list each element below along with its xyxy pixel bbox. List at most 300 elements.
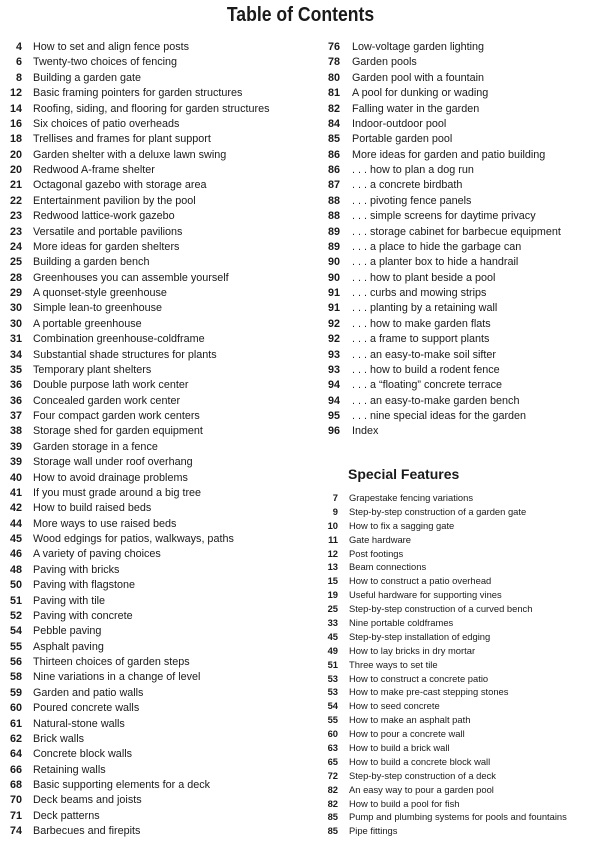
entry-title: Asphalt paving <box>33 640 104 653</box>
toc-entry <box>0 117 320 132</box>
toc-entry <box>0 424 320 439</box>
entry-title: How to construct a patio overhead <box>349 575 492 587</box>
entry-title: Beam connections <box>349 561 427 573</box>
page-number: 82 <box>327 783 338 795</box>
toc-entry <box>320 102 601 117</box>
entry-title: . . . nine special ideas for the garden <box>352 410 527 422</box>
page-number: 12 <box>327 547 338 559</box>
toc-entry <box>0 378 320 393</box>
entry-title: Step-by-step installation of edging <box>349 630 491 642</box>
entry-title: How to set and align fence posts <box>33 41 190 53</box>
entry-title: Garden shelter with a deluxe lawn swing <box>33 148 227 161</box>
page-number: 85 <box>327 133 340 146</box>
toc-entry <box>0 809 320 824</box>
toc-entry <box>0 824 320 839</box>
page-number: 30 <box>9 317 22 330</box>
page-number: 16 <box>9 117 22 130</box>
toc-entry <box>320 225 601 240</box>
page-number: 88 <box>327 194 340 207</box>
page-number: 25 <box>327 603 338 615</box>
entry-title: Step-by-step construction of a curved bench <box>349 603 533 615</box>
page-number: 28 <box>9 271 22 284</box>
page-title: Table of Contents <box>226 4 375 26</box>
entry-title: . . . a “floating” concrete terrace <box>352 379 503 392</box>
entry-title: . . . simple screens for daytime privacy <box>352 210 536 223</box>
page-number: 49 <box>327 644 338 656</box>
toc-entry <box>0 594 320 609</box>
toc-entry <box>320 178 601 193</box>
page-number: 94 <box>327 379 340 392</box>
entry-title: . . . an easy-to-make garden bench <box>352 394 520 407</box>
page-number: 39 <box>9 440 22 453</box>
page-number: 14 <box>9 102 22 115</box>
page-number: 15 <box>327 575 338 587</box>
page-number: 70 <box>9 794 22 807</box>
page-number: 58 <box>9 671 22 684</box>
entry-title: How to build a concrete block wall <box>349 755 491 767</box>
page-number: 39 <box>9 456 22 469</box>
page-number: 36 <box>9 379 22 392</box>
entry-title: Thirteen choices of garden steps <box>33 656 190 668</box>
entry-title: Storage wall under roof overhang <box>33 456 193 469</box>
toc-entry <box>320 40 601 55</box>
page-number: 56 <box>9 656 22 668</box>
toc-entry <box>0 348 320 363</box>
toc-entry <box>0 317 320 332</box>
toc-entry <box>320 255 601 270</box>
page-number: 13 <box>327 561 338 573</box>
entry-title: . . . how to plant beside a pool <box>352 271 496 284</box>
page-number: 51 <box>327 658 338 670</box>
entry-title: . . . storage cabinet for barbecue equipment <box>352 225 561 238</box>
page-number: 87 <box>327 179 340 192</box>
entry-title: Building a garden bench <box>33 256 150 269</box>
toc-entry <box>0 286 320 301</box>
toc-entry <box>0 640 320 655</box>
page-number: 64 <box>9 748 22 761</box>
toc-entry <box>320 163 601 178</box>
special-feature-entry <box>320 616 601 630</box>
contents-right-column <box>320 40 601 440</box>
page-number: 46 <box>9 548 22 561</box>
entry-title: Portable garden pool <box>352 133 453 146</box>
entry-title: A variety of paving choices <box>33 548 161 561</box>
entry-title: Deck beams and joists <box>33 794 142 807</box>
page-number: 53 <box>327 686 338 698</box>
page-number: 20 <box>9 148 22 161</box>
entry-title: More ways to use raised beds <box>33 517 177 530</box>
page-number: 19 <box>327 589 338 601</box>
toc-entry <box>320 424 601 439</box>
toc-entry <box>0 624 320 639</box>
page-number: 96 <box>327 425 340 438</box>
toc-entry <box>320 394 601 409</box>
page-number: 72 <box>327 769 338 781</box>
page-number: 89 <box>327 225 340 238</box>
entry-title: Step-by-step construction of a garden gate <box>349 505 527 517</box>
special-feature-entry <box>320 727 601 741</box>
entry-title: . . . how to plan a dog run <box>352 164 474 176</box>
special-feature-entry <box>320 588 601 602</box>
toc-entry <box>0 71 320 86</box>
contents-left-column <box>0 40 320 840</box>
special-feature-entry <box>320 574 601 588</box>
toc-entry <box>320 71 601 86</box>
page-number: 23 <box>9 210 22 223</box>
entry-title: Four compact garden work centers <box>33 410 200 422</box>
entry-title: How to seed concrete <box>349 700 440 712</box>
entry-title: Low-voltage garden lighting <box>352 41 485 53</box>
page-number: 38 <box>9 425 22 438</box>
entry-title: How to construct a concrete patio <box>349 672 489 684</box>
entry-title: . . . how to build a rodent fence <box>352 363 500 376</box>
page-number: 60 <box>327 728 338 740</box>
page-number: 29 <box>9 287 22 299</box>
page-number: 37 <box>9 410 22 422</box>
special-feature-entry <box>320 685 601 699</box>
entry-title: Paving with bricks <box>33 563 120 576</box>
page-number: 9 <box>332 505 338 517</box>
page-number: 62 <box>9 732 22 745</box>
special-feature-entry <box>320 519 601 533</box>
page-number: 22 <box>9 194 22 207</box>
entry-title: Barbecues and firepits <box>33 825 141 838</box>
entry-title: . . . a place to hide the garbage can <box>352 240 522 253</box>
special-feature-entry <box>320 630 601 644</box>
special-feature-entry <box>320 505 601 519</box>
entry-title: Storage shed for garden equipment <box>33 425 203 438</box>
page-number: 8 <box>15 71 22 84</box>
entry-title: Greenhouses you can assemble yourself <box>33 271 229 284</box>
entry-title: How to lay bricks in dry mortar <box>349 644 476 656</box>
toc-entry <box>0 517 320 532</box>
special-feature-entry <box>320 755 601 769</box>
entry-title: Pebble paving <box>33 625 102 638</box>
entry-title: Useful hardware for supporting vines <box>349 589 502 601</box>
special-features-heading: Special Features <box>348 466 460 482</box>
entry-title: Three ways to set tile <box>349 658 438 670</box>
entry-title: Falling water in the garden <box>352 102 480 115</box>
page-number: 52 <box>9 609 22 622</box>
toc-entry <box>0 271 320 286</box>
toc-entry <box>0 717 320 732</box>
toc-entry <box>320 132 601 147</box>
toc-entry <box>0 225 320 240</box>
toc-entry <box>320 363 601 378</box>
page-number: 48 <box>9 563 22 576</box>
page-number: 66 <box>9 763 22 776</box>
entry-title: Post footings <box>349 547 404 559</box>
toc-entry <box>0 547 320 562</box>
special-feature-entry <box>320 672 601 686</box>
toc-entry <box>0 732 320 747</box>
page-number: 86 <box>327 148 340 161</box>
entry-title: . . . an easy-to-make soil sifter <box>352 348 497 361</box>
page-number: 78 <box>327 56 340 69</box>
entry-title: More ideas for garden shelters <box>33 240 180 253</box>
entry-title: Roofing, siding, and flooring for garden structures <box>33 102 270 115</box>
page-number: 85 <box>327 811 338 823</box>
special-feature-entry <box>320 797 601 811</box>
page-number: 21 <box>9 179 22 192</box>
page-number: 81 <box>327 87 340 100</box>
entry-title: . . . pivoting fence panels <box>352 194 472 207</box>
entry-title: A pool for dunking or wading <box>352 87 489 100</box>
toc-entry <box>320 240 601 255</box>
toc-entry <box>0 132 320 147</box>
entry-title: How to avoid drainage problems <box>33 471 188 484</box>
toc-entry <box>320 86 601 101</box>
entry-title: Octagonal gazebo with storage area <box>33 179 207 192</box>
special-feature-entry <box>320 699 601 713</box>
entry-title: Paving with concrete <box>33 609 133 622</box>
page-number: 30 <box>9 302 22 315</box>
entry-title: Concealed garden work center <box>33 394 181 407</box>
entry-title: Indoor-outdoor pool <box>352 117 447 130</box>
page-number: 84 <box>327 117 340 130</box>
entry-title: Redwood lattice-work gazebo <box>33 210 175 223</box>
entry-title: . . . how to make garden flats <box>352 317 491 330</box>
page-number: 12 <box>9 87 22 100</box>
page-number: 34 <box>9 348 22 361</box>
special-feature-entry <box>320 658 601 672</box>
special-feature-entry <box>320 602 601 616</box>
toc-entry <box>0 778 320 793</box>
entry-title: An easy way to pour a garden pool <box>349 783 494 795</box>
entry-title: Step-by-step construction of a deck <box>349 769 496 781</box>
special-feature-entry <box>320 533 601 547</box>
page-number: 35 <box>9 363 22 376</box>
page-number: 76 <box>327 41 340 53</box>
entry-title: Paving with flagstone <box>33 579 136 592</box>
entry-title: Wood edgings for patios, walkways, paths <box>33 533 234 545</box>
entry-title: Retaining walls <box>33 763 106 776</box>
entry-title: Garden pool with a fountain <box>352 71 485 84</box>
toc-entry <box>0 178 320 193</box>
entry-title: Brick walls <box>33 732 84 745</box>
toc-entry <box>0 486 320 501</box>
toc-entry <box>0 793 320 808</box>
page-number: 93 <box>327 348 340 361</box>
toc-entry <box>0 686 320 701</box>
page-number: 33 <box>327 617 338 629</box>
entry-title: Garden storage in a fence <box>33 440 158 453</box>
special-feature-entry <box>320 783 601 797</box>
toc-entry <box>0 655 320 670</box>
entry-title: Basic framing pointers for garden structures <box>33 87 243 100</box>
entry-title: Natural-stone walls <box>33 717 125 730</box>
entry-title: Pipe fittings <box>349 825 398 837</box>
special-feature-entry <box>320 560 601 574</box>
entry-title: . . . a concrete birdbath <box>352 179 463 192</box>
page-number: 40 <box>9 471 22 484</box>
special-features-list <box>320 491 601 838</box>
entry-title: Basic supporting elements for a deck <box>33 779 211 791</box>
page-number: 93 <box>327 363 340 376</box>
page-number: 90 <box>327 271 340 284</box>
page-number: 61 <box>9 717 22 730</box>
toc-entry <box>0 763 320 778</box>
toc-entry <box>0 194 320 209</box>
page-number: 74 <box>9 825 22 838</box>
toc-entry <box>0 255 320 270</box>
toc-entry <box>0 747 320 762</box>
special-feature-entry <box>320 769 601 783</box>
entry-title: . . . a planter box to hide a handrail <box>352 256 519 269</box>
page-number: 59 <box>9 686 22 699</box>
toc-entry <box>320 148 601 163</box>
page-number: 60 <box>9 702 22 715</box>
entry-title: . . . curbs and mowing strips <box>352 287 487 299</box>
entry-title: If you must grade around a big tree <box>33 486 202 499</box>
page-number: 11 <box>328 533 338 545</box>
page-number: 20 <box>9 164 22 176</box>
toc-entry <box>320 301 601 316</box>
toc-entry <box>320 332 601 347</box>
entry-title: Poured concrete walls <box>33 702 140 715</box>
page-number: 90 <box>327 256 340 269</box>
page-number: 91 <box>327 302 340 315</box>
toc-entry <box>320 286 601 301</box>
entry-title: Versatile and portable pavilions <box>33 225 183 238</box>
page-number: 91 <box>327 287 340 299</box>
special-feature-entry <box>320 547 601 561</box>
page-number: 65 <box>327 755 338 767</box>
page-number: 45 <box>327 630 338 642</box>
page-number: 10 <box>327 519 338 531</box>
entry-title: Garden and patio walls <box>33 686 144 699</box>
page-number: 63 <box>327 742 338 754</box>
toc-entry <box>0 409 320 424</box>
toc-entry <box>0 301 320 316</box>
page-number: 45 <box>9 533 22 545</box>
page-number: 88 <box>327 210 340 223</box>
page-number: 6 <box>15 56 22 69</box>
toc-entry <box>0 363 320 378</box>
toc-entry <box>320 348 601 363</box>
entry-title: Six choices of patio overheads <box>33 117 180 130</box>
page-number: 95 <box>327 410 340 422</box>
toc-entry <box>0 55 320 70</box>
entry-title: Concrete block walls <box>33 748 133 761</box>
page-number: 71 <box>9 809 22 822</box>
page-number: 92 <box>327 333 340 346</box>
toc-entry <box>320 317 601 332</box>
special-feature-entry <box>320 741 601 755</box>
toc-entry <box>0 209 320 224</box>
toc-entry <box>0 86 320 101</box>
page-number: 55 <box>327 714 338 726</box>
entry-title: Paving with tile <box>33 594 106 607</box>
page-number: 44 <box>9 517 22 530</box>
entry-title: Simple lean-to greenhouse <box>33 302 163 315</box>
special-feature-entry <box>320 644 601 658</box>
page-number: 94 <box>327 394 340 407</box>
entry-title: Gate hardware <box>349 533 412 545</box>
entry-title: . . . a frame to support plants <box>352 333 490 346</box>
toc-entry <box>320 209 601 224</box>
toc-entry <box>0 394 320 409</box>
page-number: 54 <box>9 625 22 638</box>
toc-entry <box>0 532 320 547</box>
entry-title: Nine portable coldframes <box>349 617 454 629</box>
toc-entry <box>0 332 320 347</box>
page-number: 53 <box>327 672 338 684</box>
entry-title: How to make an asphalt path <box>349 714 471 726</box>
entry-title: Twenty-two choices of fencing <box>33 56 178 69</box>
page-number: 50 <box>9 579 22 592</box>
page-number: 4 <box>15 41 22 53</box>
page-number: 82 <box>327 102 340 115</box>
toc-entry <box>0 40 320 55</box>
page-number: 80 <box>327 71 340 84</box>
toc-entry <box>320 378 601 393</box>
entry-title: How to build raised beds <box>33 502 152 515</box>
entry-title: Entertainment pavilion by the pool <box>33 194 196 207</box>
entry-title: Nine variations in a change of level <box>33 671 201 684</box>
entry-title: How to build a pool for fish <box>349 797 460 809</box>
page-number: 41 <box>9 486 22 499</box>
toc-entry <box>0 440 320 455</box>
toc-entry <box>0 455 320 470</box>
toc-entry <box>320 271 601 286</box>
special-feature-entry <box>320 810 601 824</box>
toc-entry <box>0 701 320 716</box>
page-number: 85 <box>327 825 338 837</box>
page-number: 24 <box>9 240 22 253</box>
special-feature-entry <box>320 491 601 505</box>
entry-title: A quonset-style greenhouse <box>33 287 167 299</box>
toc-entry <box>0 578 320 593</box>
entry-title: How to build a brick wall <box>349 742 450 754</box>
special-feature-entry <box>320 824 601 838</box>
toc-entry <box>0 102 320 117</box>
toc-entry <box>320 117 601 132</box>
toc-entry <box>0 563 320 578</box>
toc-entry <box>0 501 320 516</box>
entry-title: How to make pre-cast stepping stones <box>349 686 509 698</box>
entry-title: A portable greenhouse <box>33 317 142 330</box>
entry-title: Trellises and frames for plant support <box>33 133 211 146</box>
page-number: 25 <box>9 256 22 269</box>
page-number: 23 <box>9 225 22 238</box>
page-number: 18 <box>9 133 22 146</box>
entry-title: Substantial shade structures for plants <box>33 348 217 361</box>
entry-title: More ideas for garden and patio building <box>352 148 546 161</box>
entry-title: How to fix a sagging gate <box>349 519 455 531</box>
page-number: 36 <box>9 394 22 407</box>
entry-title: Temporary plant shelters <box>33 363 152 376</box>
page-number: 92 <box>327 317 340 330</box>
toc-entry <box>320 194 601 209</box>
entry-title: Index <box>352 425 379 438</box>
toc-entry <box>0 163 320 178</box>
toc-entry <box>0 240 320 255</box>
entry-title: Building a garden gate <box>33 71 142 84</box>
page-number: 42 <box>9 502 22 515</box>
entry-title: Redwood A-frame shelter <box>33 164 155 176</box>
toc-entry <box>0 471 320 486</box>
special-feature-entry <box>320 713 601 727</box>
page-number: 55 <box>9 640 22 653</box>
page-number: 7 <box>332 492 338 503</box>
page-number: 31 <box>9 333 22 346</box>
entry-title: Deck patterns <box>33 809 100 822</box>
toc-entry <box>0 148 320 163</box>
page-number: 86 <box>327 164 340 176</box>
entry-title: Garden pools <box>352 56 417 69</box>
page-number: 89 <box>327 240 340 253</box>
